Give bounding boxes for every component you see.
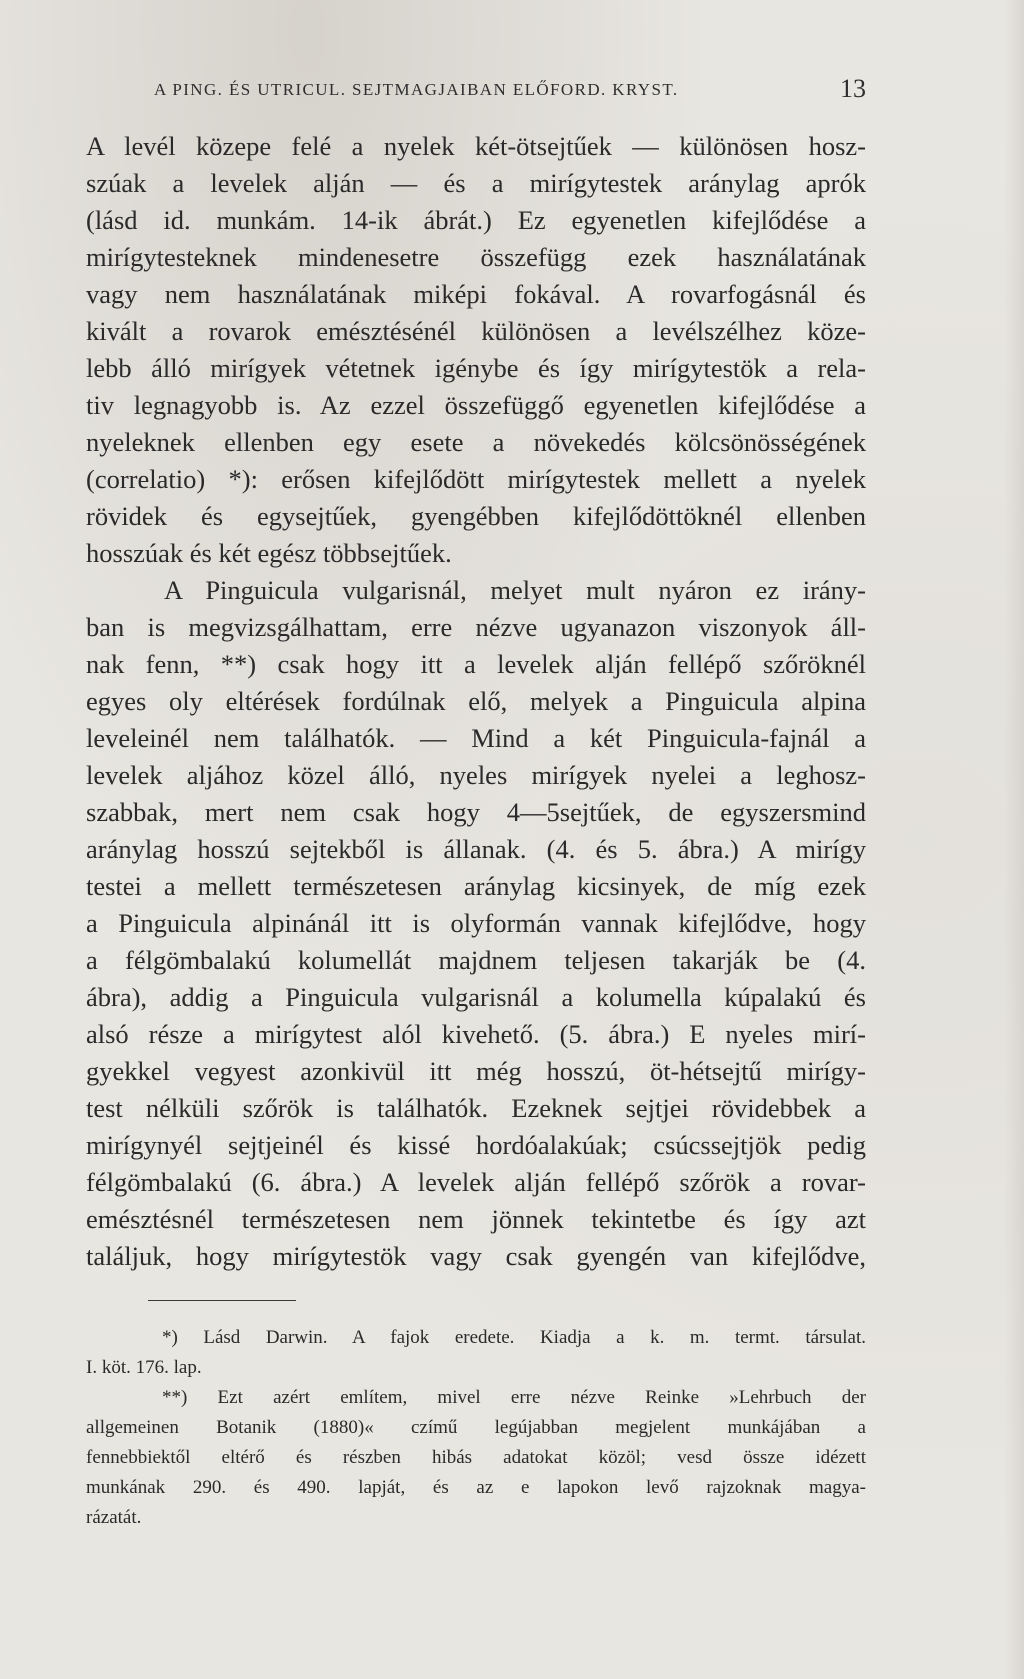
text-line: szabbak, mert nem csak hogy 4—5sejtűek, de egyszersmind — [86, 797, 866, 827]
text-line: tiv legnagyobb is. Az ezzel összefüggő egyenetlen kifejlődése a — [86, 390, 866, 420]
running-head-title: A PING. ÉS UTRICUL. SEJTMAGJAIBAN ELŐFORD. KRYST. — [154, 80, 679, 99]
text-line: (lásd id. munkám. 14-ik ábrát.) Ez egyenetlen kifejlődése a — [86, 205, 866, 235]
text-line: aránylag hosszú sejtekből is állanak. (4. és 5. ábra.) A mirígy — [86, 834, 866, 864]
text-line: alsó része a mirígytest alól kivehető. (5. ábra.) E nyeles mirí- — [86, 1019, 866, 1049]
footnote-line: allgemeinen Botanik (1880)« czímű legújabban megjelent munkájában a — [86, 1417, 866, 1438]
body-text — [86, 128, 866, 1275]
page-edge-shadow — [1004, 0, 1024, 1679]
footnote-line: rázatát. — [86, 1507, 142, 1528]
text-line: ábra), addig a Pinguicula vulgarisnál a kolumella kúpalakú és — [86, 982, 866, 1012]
text-line: test nélküli szőrök is találhatók. Ezeknek sejtjei rövidebbek a — [86, 1093, 866, 1123]
footnote-line: fennebbiektől eltérő és részben hibás adatokat közöl; vesd össze idézett — [86, 1447, 866, 1468]
footnote-divider — [148, 1300, 296, 1301]
text-line: (correlatio) *): erősen kifejlődött mirígytestek mellett a nyelek — [86, 464, 866, 494]
text-line: mirígytesteknek mindenesetre összefügg ezek használatának — [86, 242, 866, 272]
text-line: emésztésnél természetesen nem jönnek tekintetbe és így azt — [86, 1204, 866, 1234]
text-line: ban is megvizsgálhattam, erre nézve ugyanazon viszonyok áll- — [86, 612, 866, 642]
text-line: kivált a rovarok emésztésénél különösen a levélszélhez köze- — [86, 316, 866, 346]
text-line: rövidek és egysejtűek, gyengébben kifejlődöttöknél ellenben — [86, 501, 866, 531]
text-line: mirígynyél sejtjeinél és kissé hordóalakúak; csúcssejtjök pedig — [86, 1130, 866, 1160]
text-line: találjuk, hogy mirígytestök vagy csak gyengén van kifejlődve, — [86, 1241, 866, 1271]
footnotes — [86, 1323, 866, 1533]
footnote-line: I. köt. 176. lap. — [86, 1357, 202, 1378]
text-line: hosszúak és két egész többsejtűek. — [86, 538, 452, 568]
text-line: A levél közepe felé a nyelek két-ötsejtűek — különösen hosz- — [86, 131, 866, 161]
text-line: A Pinguicula vulgarisnál, melyet mult nyáron ez irány- — [164, 575, 866, 605]
text-line: a félgömbalakú kolumellát majdnem teljesen takarják be (4. — [86, 945, 866, 975]
text-line: testei a mellett természetesen aránylag kicsinyek, de míg ezek — [86, 871, 866, 901]
text-line: leveleinél nem találhatók. — Mind a két Pinguicula-fajnál a — [86, 723, 866, 753]
text-line: a Pinguicula alpinánál itt is olyformán vannak kifejlődve, hogy — [86, 908, 866, 938]
page-number: 13 — [840, 74, 866, 103]
text-line: nyeleknek ellenben egy esete a növekedés kölcsönösségének — [86, 427, 866, 457]
text-line: lebb álló mirígyek vétetnek igénybe és így mirígytestök a rela- — [86, 353, 866, 383]
text-line: félgömbalakú (6. ábra.) A levelek alján fellépő szőrök a rovar- — [86, 1167, 866, 1197]
text-line: nak fenn, **) csak hogy itt a levelek alján fellépő szőröknél — [86, 649, 866, 679]
running-head — [154, 74, 866, 108]
footnote-line: *) Lásd Darwin. A fajok eredete. Kiadja a k. m. termt. társulat. — [162, 1327, 866, 1348]
text-line: levelek aljához közel álló, nyeles mirígyek nyelei a leghosz- — [86, 760, 866, 790]
footnote-line: **) Ezt azért említem, mivel erre nézve Reinke »Lehrbuch der — [162, 1387, 866, 1408]
text-line: vagy nem használatának miképi fokával. A rovarfogásnál és — [86, 279, 866, 309]
text-line: szúak a levelek alján — és a mirígytestek aránylag aprók — [86, 168, 866, 198]
text-line: egyes oly eltérések fordúlnak elő, melyek a Pinguicula alpina — [86, 686, 866, 716]
footnote-line: munkának 290. és 490. lapját, és az e lapokon levő rajzoknak magya- — [86, 1477, 866, 1498]
text-line: gyekkel vegyest azonkivül itt még hosszú, öt-hétsejtű mirígy- — [86, 1056, 866, 1086]
